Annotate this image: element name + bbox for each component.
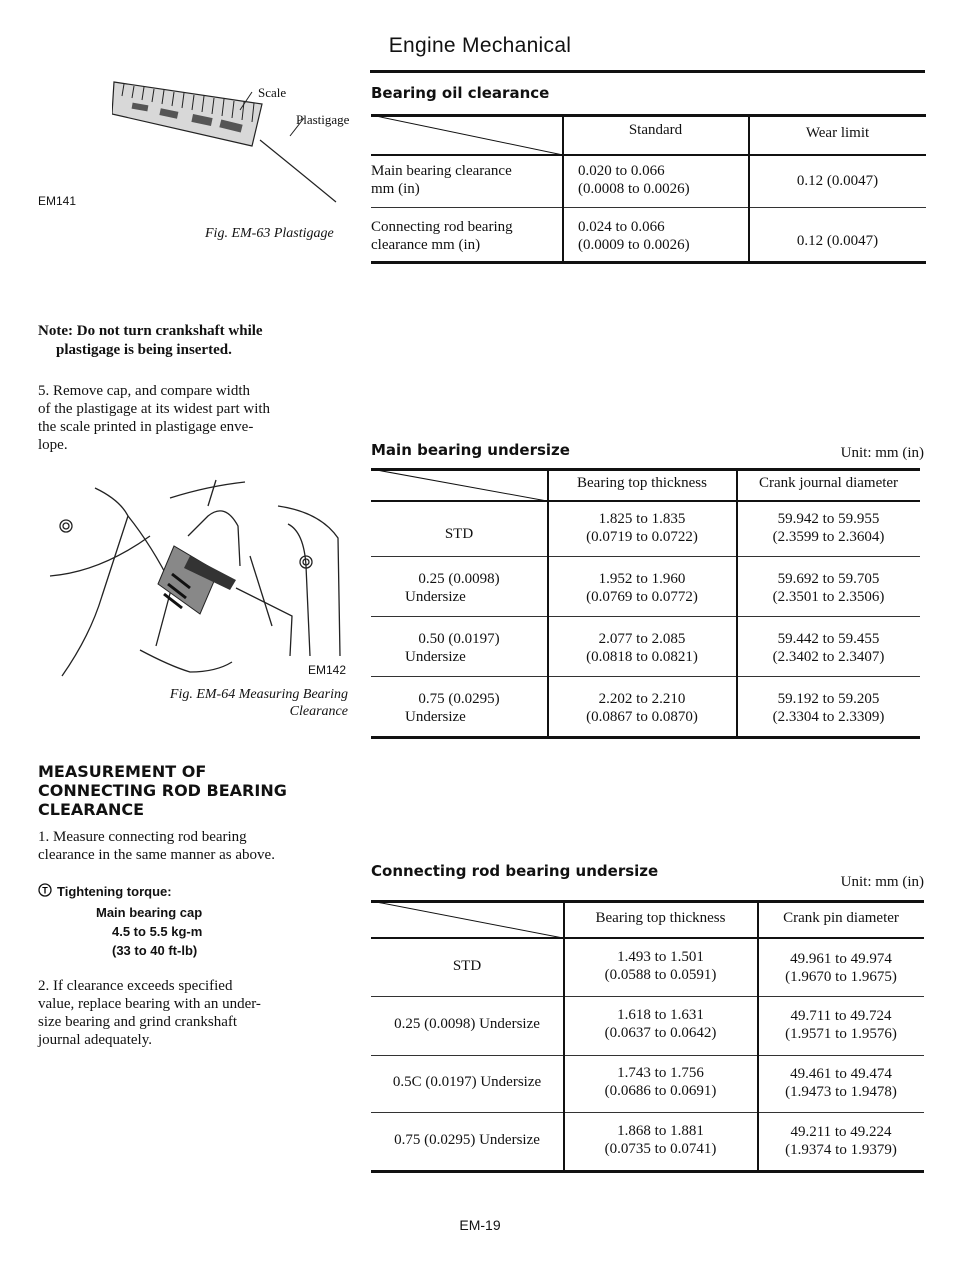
table-rule bbox=[371, 556, 920, 557]
torque-label: Tightening torque: bbox=[57, 884, 172, 899]
diameter-value bbox=[758, 1065, 924, 1101]
value-line: (0.0637 to 0.0642) bbox=[604, 1025, 717, 1041]
row-label: 0.25 (0.0098) Undersize bbox=[394, 1016, 540, 1032]
note-line-2: plastigage is being inserted. bbox=[56, 342, 232, 358]
row-label: STD bbox=[444, 526, 474, 542]
fig63-scale-label: Scale bbox=[258, 85, 287, 100]
fig64-caption-line-2: Clearance bbox=[289, 704, 348, 719]
value-line: 49.711 to 49.724 bbox=[790, 1008, 892, 1024]
standard-value bbox=[578, 162, 690, 198]
value-line: (0.0009 to 0.0026) bbox=[578, 237, 690, 253]
table-rule bbox=[371, 996, 924, 997]
fig64-caption bbox=[150, 686, 348, 720]
value-line: 2.077 to 2.085 bbox=[598, 631, 686, 647]
wear-limit-value: 0.12 (0.0047) bbox=[796, 173, 879, 189]
value-line: (0.0686 to 0.0691) bbox=[604, 1083, 717, 1099]
value-line: (2.3402 to 2.3407) bbox=[772, 649, 885, 665]
header-rule bbox=[370, 70, 925, 73]
column-header-standard: Standard bbox=[628, 122, 683, 138]
step5-line: of the plastigage at its widest part with bbox=[38, 401, 271, 417]
value-line: 2.202 to 2.210 bbox=[598, 691, 686, 707]
torque-value-imperial: (33 to 40 ft-lb) bbox=[112, 943, 198, 958]
torque-value-metric: 4.5 to 5.5 kg-m bbox=[112, 924, 203, 939]
column-header-wear-limit: Wear limit bbox=[805, 125, 870, 141]
thickness-value bbox=[548, 690, 736, 726]
value-line: 59.692 to 59.705 bbox=[777, 571, 880, 587]
value-line: 49.211 to 49.224 bbox=[790, 1124, 892, 1140]
step1-line: clearance in the same manner as above. bbox=[38, 847, 275, 863]
svg-text:T: T bbox=[42, 885, 48, 896]
value-line: (1.9473 to 1.9478) bbox=[785, 1084, 897, 1100]
oil-clearance-title: Bearing oil clearance bbox=[371, 84, 550, 102]
table-rule bbox=[371, 207, 926, 208]
main-undersize-unit: Unit: mm (in) bbox=[840, 445, 924, 461]
value-line: 59.942 to 59.955 bbox=[777, 511, 880, 527]
table-rule bbox=[371, 261, 926, 264]
table-rule bbox=[371, 616, 920, 617]
row-label: 0.75 (0.0295) Undersize bbox=[394, 1132, 540, 1148]
torque-item: Main bearing cap bbox=[96, 905, 203, 920]
value-line: (2.3501 to 2.3506) bbox=[772, 589, 885, 605]
thickness-value bbox=[548, 630, 736, 666]
diameter-value bbox=[758, 1007, 924, 1043]
column-header-thickness: Bearing top thickness bbox=[595, 910, 726, 926]
thickness-value bbox=[548, 570, 736, 606]
column-header-diameter: Crank journal diameter bbox=[758, 475, 899, 491]
rod-undersize-unit: Unit: mm (in) bbox=[840, 874, 924, 890]
thickness-value bbox=[564, 948, 757, 984]
value-line: 1.743 to 1.756 bbox=[617, 1065, 704, 1081]
table-rule bbox=[371, 1170, 924, 1173]
column-header-diameter: Crank pin diameter bbox=[783, 910, 899, 926]
row-label-line: clearance mm (in) bbox=[371, 237, 481, 253]
value-line: (1.9571 to 1.9576) bbox=[785, 1026, 897, 1042]
row-label bbox=[371, 630, 547, 666]
main-undersize-title: Main bearing undersize bbox=[371, 441, 570, 459]
value-line: 1.868 to 1.881 bbox=[617, 1123, 704, 1139]
row-label bbox=[371, 162, 512, 198]
row-label-line: 0.50 (0.0197) bbox=[418, 631, 500, 647]
value-line: 1.618 to 1.631 bbox=[617, 1007, 704, 1023]
value-line: 59.442 to 59.455 bbox=[777, 631, 880, 647]
measuring-bearing-figure bbox=[40, 476, 350, 680]
row-label-line: Connecting rod bearing bbox=[371, 219, 513, 235]
measurement-step-2 bbox=[38, 977, 350, 1049]
value-line: 1.952 to 1.960 bbox=[598, 571, 686, 587]
fig63-code: EM141 bbox=[38, 194, 77, 208]
row-label-line: mm (in) bbox=[371, 181, 420, 197]
note-line-1: Note: Do not turn crankshaft while bbox=[38, 323, 263, 339]
plastigage-figure bbox=[112, 74, 352, 214]
header-diagonal bbox=[371, 115, 563, 160]
thickness-value bbox=[564, 1122, 757, 1158]
torque-icon bbox=[38, 883, 52, 897]
thickness-value bbox=[564, 1006, 757, 1042]
step5-line: 5. Remove cap, and compare width bbox=[38, 383, 251, 399]
step5-line: lope. bbox=[38, 437, 68, 453]
table-rule bbox=[371, 1112, 924, 1113]
step2-line: journal adequately. bbox=[38, 1032, 152, 1048]
row-label: STD bbox=[452, 958, 482, 974]
step2-line: value, replace bearing with an under- bbox=[38, 996, 261, 1012]
step-5 bbox=[38, 382, 350, 454]
value-line: 0.020 to 0.066 bbox=[578, 163, 665, 179]
value-line: (0.0719 to 0.0722) bbox=[586, 529, 698, 545]
header-diagonal bbox=[371, 469, 547, 506]
thickness-value bbox=[548, 510, 736, 546]
diameter-value bbox=[758, 1123, 924, 1159]
header-diagonal bbox=[371, 901, 563, 943]
measurement-heading-line: CLEARANCE bbox=[38, 800, 145, 819]
value-line: (0.0769 to 0.0772) bbox=[586, 589, 698, 605]
row-label bbox=[371, 690, 547, 726]
value-line: (0.0588 to 0.0591) bbox=[604, 967, 717, 983]
row-label bbox=[371, 570, 547, 606]
row-label-line: 0.75 (0.0295) bbox=[418, 691, 500, 707]
step5-line: the scale printed in plastigage enve- bbox=[38, 419, 254, 435]
fig63-caption: Fig. EM-63 Plastigage bbox=[205, 226, 334, 241]
row-label-line: 0.25 (0.0098) bbox=[418, 571, 500, 587]
value-line: 0.024 to 0.066 bbox=[578, 219, 665, 235]
measurement-heading-line: MEASUREMENT OF bbox=[38, 762, 207, 781]
value-line: 49.461 to 49.474 bbox=[790, 1066, 892, 1082]
value-line: (1.9670 to 1.9675) bbox=[785, 969, 897, 985]
fig64-caption-line-1: Fig. EM-64 Measuring Bearing bbox=[169, 687, 348, 702]
table-rule bbox=[371, 1055, 924, 1056]
page-header: Engine Mechanical bbox=[388, 34, 572, 57]
note bbox=[38, 322, 263, 360]
diameter-value bbox=[758, 950, 924, 986]
measurement-heading bbox=[38, 762, 287, 819]
row-label-line: Undersize bbox=[405, 709, 466, 725]
diameter-value bbox=[737, 690, 920, 726]
value-line: 1.493 to 1.501 bbox=[617, 949, 704, 965]
step2-line: 2. If clearance exceeds specified bbox=[38, 978, 233, 994]
diameter-value bbox=[737, 630, 920, 666]
step1-line: 1. Measure connecting rod bearing bbox=[38, 829, 247, 845]
value-line: (0.0818 to 0.0821) bbox=[586, 649, 698, 665]
row-label: 0.5C (0.0197) Undersize bbox=[392, 1074, 542, 1090]
column-header-thickness: Bearing top thickness bbox=[577, 475, 707, 491]
rod-undersize-title: Connecting rod bearing undersize bbox=[371, 862, 659, 880]
row-label-line: Undersize bbox=[405, 649, 466, 665]
value-line: 49.961 to 49.974 bbox=[790, 951, 892, 967]
thickness-value bbox=[564, 1064, 757, 1100]
row-label-line: Main bearing clearance bbox=[371, 163, 512, 179]
value-line: (2.3304 to 2.3309) bbox=[772, 709, 885, 725]
measurement-step-1 bbox=[38, 828, 350, 864]
value-line: (0.0867 to 0.0870) bbox=[586, 709, 698, 725]
value-line: 59.192 to 59.205 bbox=[777, 691, 880, 707]
value-line: (0.0735 to 0.0741) bbox=[604, 1141, 717, 1157]
wear-limit-value: 0.12 (0.0047) bbox=[796, 233, 879, 249]
fig63-plastigage-label: Plastigage bbox=[296, 112, 350, 127]
diameter-value bbox=[737, 570, 920, 606]
diameter-value bbox=[737, 510, 920, 546]
value-line: 1.825 to 1.835 bbox=[598, 511, 686, 527]
value-line: (2.3599 to 2.3604) bbox=[772, 529, 885, 545]
table-rule bbox=[371, 676, 920, 677]
value-line: (1.9374 to 1.9379) bbox=[785, 1142, 897, 1158]
step2-line: size bearing and grind crankshaft bbox=[38, 1014, 238, 1030]
page-number: EM-19 bbox=[459, 1217, 501, 1233]
row-label bbox=[371, 218, 513, 254]
value-line: (0.0008 to 0.0026) bbox=[578, 181, 690, 197]
row-label-line: Undersize bbox=[405, 589, 466, 605]
standard-value bbox=[578, 218, 690, 254]
fig64-code: EM142 bbox=[308, 663, 347, 677]
table-rule bbox=[371, 736, 920, 739]
measurement-heading-line: CONNECTING ROD BEARING bbox=[38, 781, 287, 800]
